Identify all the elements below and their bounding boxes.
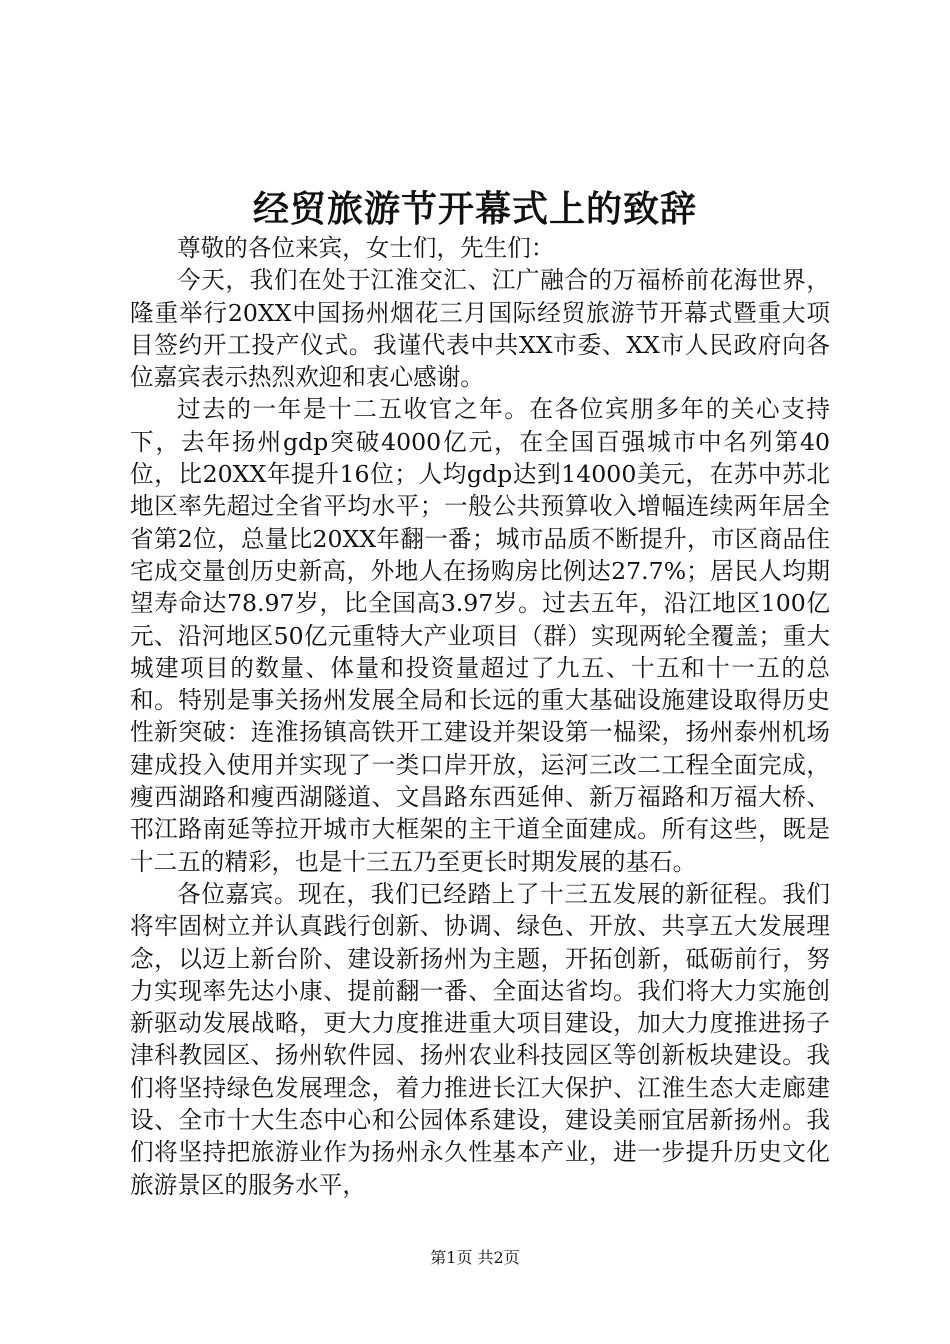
page-indicator: 第1页 共2页 [430, 1248, 520, 1267]
outlook-paragraph: 各位嘉宾。现在，我们已经踏上了十三五发展的新征程。我们将牢固树立并认真践行创新、协调、绿色、开放、共享五大发展理念，以迈上新台阶、建设新扬州为主题，开拓创新，砥砺前行，努力实现率先达小康、提前翻一番、全面达省均。我们将大力实施创新驱动发展战略，更大力度推进重大项目建设，加大力度推进扬子津科教园区、扬州软件园、扬州农业科技园区等创新板块建设。我们将坚持绿色发展理念，着力推进长江大保护、江淮生态大走廊建设、全市十大生态中心和公园体系建设，建设美丽宜居新扬州。我们将坚持把旅游业作为扬州永久性基本产业，进一步提升历史文化旅游景区的服务水平， [130, 879, 830, 1199]
opening-paragraph: 今天，我们在处于江淮交汇、江广融合的万福桥前花海世界，隆重举行20XX中国扬州烟花三月国际经贸旅游节开幕式暨重大项目签约开工投产仪式。我谨代表中共XX市委、XX市人民政府向各位嘉宾表示热烈欢迎和衷心感谢。 [130, 266, 830, 392]
document-title: 经贸旅游节开幕式上的致辞 [252, 188, 697, 230]
review-paragraph: 过去的一年是十二五收官之年。在各位宾朋多年的关心支持下，去年扬州gdp突破4000亿元，在全国百强城市中名列第40位，比20XX年提升16位；人均gdp达到14000美元，在苏中苏北地区率先超过全省平均水平；一般公共预算收入增幅连续两年居全省第2位，总量比20XX年翻一番；城市品质不断提升，市区商品住宅成交量创历史新高，外地人在扬购房比例达27.7%；居民人均期望寿命达78.97岁，比全国高3.97岁。过去五年，沿江地区100亿元、沿河地区50亿元重特大产业项目（群）实现两轮全覆盖；重大城建项目的数量、体量和投资量超过了九五、十五和十一五的总和。特别是事关扬州发展全局和长远的重大基础设施建设取得历史性新突破：连淮扬镇高铁开工建设并架设第一榀梁，扬州泰州机场建成投入使用并实现了一类口岸开放，运河三改二工程全面完成，瘦西湖路和瘦西湖隧道、文昌路东西延伸、新万福路和万福大桥、邗江路南延等拉开城市大框架的主干道全面建成。所有这些，既是十二五的精彩，也是十三五乃至更长时期发展的基石。 [130, 395, 830, 876]
document-body [130, 232, 830, 1201]
salutation-paragraph: 尊敬的各位来宾，女士们，先生们： [177, 234, 555, 262]
